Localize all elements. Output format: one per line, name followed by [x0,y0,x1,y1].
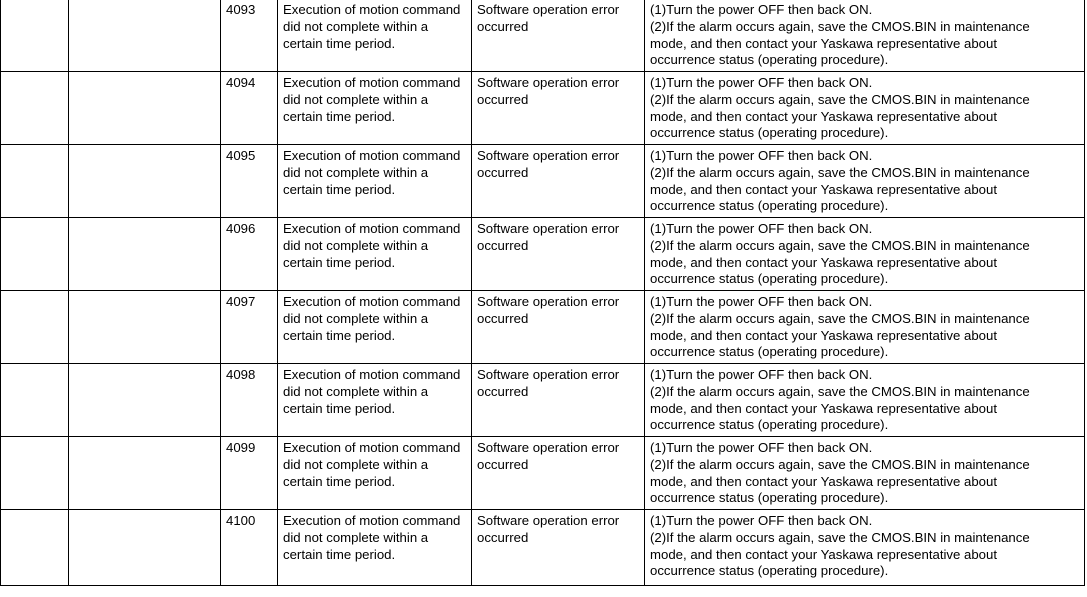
alarm-remedy-line: mode, and then contact your Yaskawa representative about [650,181,998,197]
alarm-message-line: did not complete within a [283,310,429,326]
alarm-cause-line: Software operation error [477,367,620,382]
alarm-message-line: certain time period. [283,108,396,124]
alarm-message-line: Execution of motion command [283,513,461,528]
alarm-remedy-line: mode, and then contact your Yaskawa representative about [650,35,998,51]
alarm-cause-line: occurred [477,383,529,399]
alarm-remedy-line: (1)Turn the power OFF then back ON. [650,75,873,90]
alarm-remedy-cell [645,218,1085,291]
alarm-remedy-line: occurrence status (operating procedure). [650,563,889,579]
alarm-code: 4094 [226,75,256,90]
alarm-remedy-line: occurrence status (operating procedure). [650,417,889,433]
alarm-cause-line: Software operation error [477,148,620,163]
alarm-remedy-line: mode, and then contact your Yaskawa representative about [650,546,998,562]
alarm-message-line: certain time period. [283,35,396,51]
empty-cell [1,218,69,291]
alarm-code-cell [221,218,278,291]
alarm-cause-line: occurred [477,237,529,253]
alarm-remedy-line: mode, and then contact your Yaskawa representative about [650,473,998,489]
alarm-message-line: Execution of motion command [283,221,461,236]
alarm-table-body [1,0,1085,586]
alarm-message-line: did not complete within a [283,237,429,253]
alarm-cause-cell [472,291,645,364]
empty-cell [69,0,221,72]
alarm-cause-cell [472,145,645,218]
alarm-message-line: did not complete within a [283,91,429,107]
alarm-cause-line: occurred [477,18,529,34]
alarm-remedy-cell [645,72,1085,145]
empty-cell [69,145,221,218]
alarm-code-cell [221,0,278,72]
alarm-remedy-line: occurrence status (operating procedure). [650,271,889,287]
alarm-message-line: certain time period. [283,181,396,197]
table-row [1,145,1085,218]
alarm-remedy-line: (2)If the alarm occurs again, save the CMOS.BIN in maintenance [650,237,1030,253]
alarm-message-line: did not complete within a [283,529,429,545]
alarm-cause-line: Software operation error [477,294,620,309]
alarm-message-cell [278,72,472,145]
alarm-remedy-line: (1)Turn the power OFF then back ON. [650,367,873,382]
alarm-code: 4096 [226,221,256,236]
alarm-cause-line: occurred [477,164,529,180]
alarm-remedy-line: occurrence status (operating procedure). [650,52,889,68]
alarm-remedy-line: (2)If the alarm occurs again, save the CMOS.BIN in maintenance [650,91,1030,107]
alarm-message-line: Execution of motion command [283,148,461,163]
alarm-message-cell [278,145,472,218]
alarm-code-cell [221,510,278,586]
alarm-remedy-cell [645,145,1085,218]
empty-cell [1,437,69,510]
table-row [1,0,1085,72]
alarm-remedy-line: (2)If the alarm occurs again, save the CMOS.BIN in maintenance [650,383,1030,399]
alarm-remedy-line: (2)If the alarm occurs again, save the CMOS.BIN in maintenance [650,456,1030,472]
alarm-remedy-cell [645,291,1085,364]
empty-cell [1,0,69,72]
alarm-code-cell [221,364,278,437]
table-row [1,72,1085,145]
alarm-remedy-line: mode, and then contact your Yaskawa representative about [650,327,998,343]
table-row [1,510,1085,586]
table-row [1,364,1085,437]
alarm-code-cell [221,145,278,218]
alarm-remedy-line: (1)Turn the power OFF then back ON. [650,440,873,455]
table-row [1,291,1085,364]
alarm-cause-line: Software operation error [477,440,620,455]
alarm-cause-cell [472,0,645,72]
alarm-message-cell [278,510,472,586]
alarm-remedy-cell [645,437,1085,510]
empty-cell [1,291,69,364]
alarm-remedy-cell [645,510,1085,586]
empty-cell [69,510,221,586]
alarm-cause-line: Software operation error [477,2,620,17]
alarm-code: 4097 [226,294,256,309]
alarm-remedy-cell [645,364,1085,437]
alarm-code: 4093 [226,2,256,17]
alarm-message-line: Execution of motion command [283,2,461,17]
alarm-message-line: Execution of motion command [283,440,461,455]
alarm-cause-cell [472,510,645,586]
alarm-remedy-line: occurrence status (operating procedure). [650,198,889,214]
alarm-cause-cell [472,218,645,291]
empty-cell [69,437,221,510]
table-row [1,437,1085,510]
alarm-code: 4095 [226,148,256,163]
alarm-message-line: did not complete within a [283,164,429,180]
alarm-message-line: did not complete within a [283,383,429,399]
alarm-code-cell [221,291,278,364]
alarm-message-line: Execution of motion command [283,75,461,90]
alarm-remedy-line: (1)Turn the power OFF then back ON. [650,2,873,17]
empty-cell [1,72,69,145]
alarm-remedy-line: (1)Turn the power OFF then back ON. [650,513,873,528]
alarm-cause-line: occurred [477,456,529,472]
empty-cell [69,218,221,291]
alarm-message-line: certain time period. [283,400,396,416]
alarm-message-line: Execution of motion command [283,367,461,382]
alarm-message-line: did not complete within a [283,18,429,34]
alarm-remedy-line: occurrence status (operating procedure). [650,490,889,506]
empty-cell [1,145,69,218]
alarm-remedy-line: occurrence status (operating procedure). [650,125,889,141]
alarm-cause-line: Software operation error [477,513,620,528]
alarm-remedy-line: mode, and then contact your Yaskawa representative about [650,254,998,270]
alarm-code-cell [221,72,278,145]
alarm-remedy-line: (2)If the alarm occurs again, save the CMOS.BIN in maintenance [650,164,1030,180]
alarm-remedy-line: (2)If the alarm occurs again, save the CMOS.BIN in maintenance [650,310,1030,326]
alarm-cause-line: occurred [477,529,529,545]
alarm-remedy-line: (1)Turn the power OFF then back ON. [650,221,873,236]
alarm-code-cell [221,437,278,510]
alarm-remedy-line: (2)If the alarm occurs again, save the CMOS.BIN in maintenance [650,529,1030,545]
alarm-remedy-cell [645,0,1085,72]
alarm-message-cell [278,364,472,437]
alarm-remedy-line: mode, and then contact your Yaskawa representative about [650,400,998,416]
alarm-remedy-line: (1)Turn the power OFF then back ON. [650,148,873,163]
alarm-cause-line: Software operation error [477,221,620,236]
alarm-remedy-line: occurrence status (operating procedure). [650,344,889,360]
empty-cell [69,72,221,145]
alarm-message-cell [278,0,472,72]
empty-cell [69,364,221,437]
alarm-message-cell [278,437,472,510]
alarm-code: 4100 [226,513,256,528]
alarm-message-line: Execution of motion command [283,294,461,309]
alarm-message-line: certain time period. [283,546,396,562]
empty-cell [1,510,69,586]
alarm-cause-cell [472,72,645,145]
alarm-cause-cell [472,364,645,437]
alarm-message-line: certain time period. [283,327,396,343]
alarm-message-line: certain time period. [283,473,396,489]
empty-cell [1,364,69,437]
alarm-message-cell [278,218,472,291]
alarm-remedy-line: (2)If the alarm occurs again, save the CMOS.BIN in maintenance [650,18,1030,34]
alarm-cause-line: occurred [477,91,529,107]
alarm-message-cell [278,291,472,364]
alarm-remedy-line: mode, and then contact your Yaskawa representative about [650,108,998,124]
alarm-cause-line: Software operation error [477,75,620,90]
alarm-cause-line: occurred [477,310,529,326]
alarm-code: 4099 [226,440,256,455]
alarm-message-line: did not complete within a [283,456,429,472]
alarm-remedy-line: (1)Turn the power OFF then back ON. [650,294,873,309]
alarm-code: 4098 [226,367,256,382]
table-row [1,218,1085,291]
alarm-cause-cell [472,437,645,510]
alarm-message-line: certain time period. [283,254,396,270]
empty-cell [69,291,221,364]
